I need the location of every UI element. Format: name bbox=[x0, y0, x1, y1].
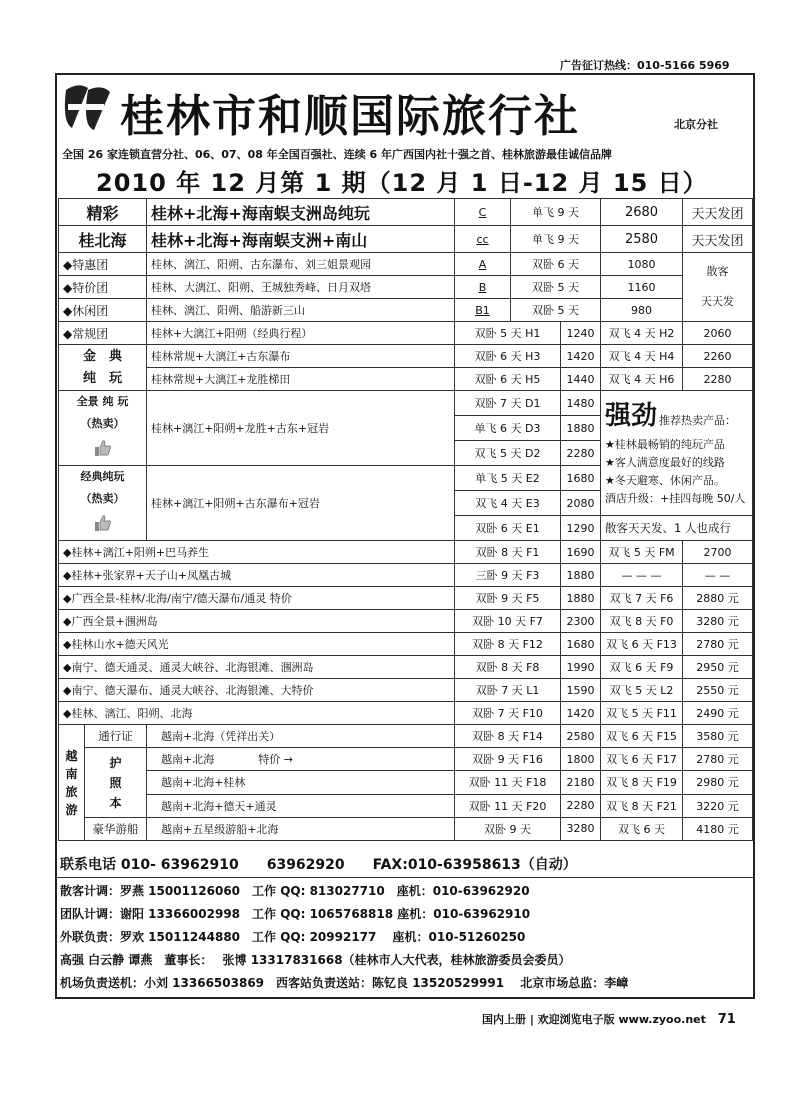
price-air: 2490 元 bbox=[683, 702, 753, 725]
quanjing-label bbox=[59, 391, 147, 466]
passport-char: 本 bbox=[109, 795, 122, 810]
vietnam-route: 越南+北海 特价 → bbox=[147, 748, 455, 771]
trip-rail: 双卧 7 天 F10 bbox=[455, 702, 561, 725]
trip-rail: 双卧 8 天 F1 bbox=[455, 541, 561, 564]
trip-rail: 双卧 9 天 F16 bbox=[455, 748, 561, 771]
trip-type: 单飞 9 天 bbox=[511, 199, 601, 226]
trip-type: 双卧 7 天 D1 bbox=[455, 391, 561, 416]
table-row bbox=[59, 610, 753, 633]
table-row bbox=[59, 725, 753, 748]
trip-air: 双飞 4 天 H4 bbox=[601, 345, 683, 368]
featured-label-1: 精彩 bbox=[59, 199, 147, 226]
price-rail: 1990 bbox=[561, 656, 601, 679]
quanjing-line-2: （热卖） bbox=[80, 417, 125, 430]
table-row bbox=[59, 679, 753, 702]
jindian-route: 桂林常规+大漓江+龙胜梯田 bbox=[147, 368, 455, 391]
route-code: B1 bbox=[455, 299, 511, 322]
featured-route: 桂林+北海+海南蜈支洲+南山 bbox=[147, 226, 455, 253]
header bbox=[58, 76, 752, 148]
vietnam-route: 越南+五星级游船+北海 bbox=[147, 817, 455, 840]
jingdian-label bbox=[59, 466, 147, 541]
promo-headline: 强劲 bbox=[605, 401, 658, 431]
price: 1290 bbox=[561, 516, 601, 541]
trip-rail: 双卧 9 天 bbox=[455, 817, 561, 840]
trip-rail: 双卧 11 天 F20 bbox=[455, 794, 561, 817]
table-row bbox=[59, 817, 753, 840]
price-rail: 1880 bbox=[561, 587, 601, 610]
route-code: A bbox=[455, 253, 511, 276]
trip-rail: 双卧 6 天 H3 bbox=[455, 345, 561, 368]
trip-rail: 双卧 5 天 H1 bbox=[455, 322, 561, 345]
price-table bbox=[58, 198, 753, 841]
special-route: 桂林、漓江、阳朔、古东瀑布、刘三姐景观园 bbox=[147, 253, 455, 276]
promo-item: ★桂林最畅销的纯玩产品 bbox=[605, 438, 725, 451]
price-air: 4180 元 bbox=[683, 817, 753, 840]
price: 1880 bbox=[561, 416, 601, 441]
trip-air: 双飞 4 天 H6 bbox=[601, 368, 683, 391]
promo-hotel: 酒店升级：+挂四每晚 50/人 bbox=[605, 492, 746, 505]
trip-rail: 双卧 8 天 F8 bbox=[455, 656, 561, 679]
price-rail: 1420 bbox=[561, 702, 601, 725]
sanke-daily bbox=[683, 253, 753, 322]
vietnam-route: 越南+北海（凭祥出关） bbox=[147, 725, 455, 748]
price-rail: 3280 bbox=[561, 817, 601, 840]
price: 1160 bbox=[601, 276, 683, 299]
table-row bbox=[59, 199, 753, 226]
trip-air: 双飞 8 天 F19 bbox=[601, 771, 683, 794]
footer bbox=[482, 1011, 736, 1027]
route-code: cc bbox=[455, 226, 511, 253]
table-row bbox=[59, 226, 753, 253]
trip-air: 双飞 6 天 F17 bbox=[601, 748, 683, 771]
vietnam-side-char: 旅 bbox=[65, 784, 78, 799]
trip-rail: 双卧 7 天 L1 bbox=[455, 679, 561, 702]
passport-label bbox=[85, 748, 146, 818]
vietnam-section bbox=[59, 725, 147, 841]
table-row bbox=[59, 299, 753, 322]
trip-rail: 双卧 9 天 F5 bbox=[455, 587, 561, 610]
trip-rail: 三卧 9 天 F3 bbox=[455, 564, 561, 587]
issue-title: 2010 年 12 月第 1 期（12 月 1 日-12 月 15 日） bbox=[96, 169, 708, 197]
trip-air: 双飞 5 天 FM bbox=[601, 541, 683, 564]
route-name: ◆广西全景+涠洲岛 bbox=[59, 610, 455, 633]
trip-air: 双飞 6 天 bbox=[601, 817, 683, 840]
tagline: 全国 26 家连锁直营分社、06、07、08 年全国百强社、连续 6 年广西国内社十强之首、桂林旅游最佳诚信品牌 bbox=[62, 148, 613, 161]
price-air: 2260 bbox=[683, 345, 753, 368]
jingdian-line-1: 经典纯玩 bbox=[80, 470, 125, 483]
trip-air: 双飞 8 天 F0 bbox=[601, 610, 683, 633]
price-air: 3280 元 bbox=[683, 610, 753, 633]
contact-phone: 联系电话 010- 63962910 63962920 FAX:010-63958613（自动） bbox=[60, 857, 577, 873]
trip-rail: 双卧 11 天 F18 bbox=[455, 771, 561, 794]
jindian-label bbox=[59, 345, 147, 391]
price-air: 2060 bbox=[683, 322, 753, 345]
table-row bbox=[59, 345, 753, 368]
trip-type: 单飞 9 天 bbox=[511, 226, 601, 253]
jingdian-line-2: （热卖） bbox=[80, 492, 125, 505]
table-row bbox=[59, 633, 753, 656]
price-rail: 2280 bbox=[561, 794, 601, 817]
jindian-line-2: 纯 玩 bbox=[82, 370, 122, 386]
price-air: 2780 元 bbox=[683, 748, 753, 771]
table-row bbox=[59, 541, 753, 564]
price-air: 2980 元 bbox=[683, 771, 753, 794]
featured-route: 桂林+北海+海南蜈支洲岛纯玩 bbox=[147, 199, 455, 226]
trip-air: 双飞 6 天 F13 bbox=[601, 633, 683, 656]
trip-air: 双飞 7 天 F6 bbox=[601, 587, 683, 610]
table-row bbox=[59, 322, 753, 345]
price-air: 2550 元 bbox=[683, 679, 753, 702]
jindian-route: 桂林常规+大漓江+古东瀑布 bbox=[147, 345, 455, 368]
promo-item: ★冬天避寒、休闲产品。 bbox=[605, 474, 725, 487]
price-rail: 1800 bbox=[561, 748, 601, 771]
price-rail: 1690 bbox=[561, 541, 601, 564]
passport-char: 照 bbox=[109, 775, 122, 790]
promo-box bbox=[601, 391, 753, 516]
contact-line: 外联负责：罗欢 15011244880 工作 QQ: 20992177 座机：010-51260250 bbox=[60, 930, 526, 944]
route-name: ◆桂林、漓江、阳朔、北海 bbox=[59, 702, 455, 725]
luxury-label: 豪华游船 bbox=[92, 822, 139, 836]
table-row bbox=[59, 391, 753, 416]
branch-name: 北京分社 bbox=[674, 118, 718, 131]
table-row bbox=[59, 794, 753, 817]
page-number: 71 bbox=[717, 1012, 736, 1027]
vietnam-side-char: 南 bbox=[65, 766, 78, 781]
jindian-line-1: 金 典 bbox=[82, 348, 122, 364]
price: 980 bbox=[601, 299, 683, 322]
trip-rail: 双卧 6 天 H5 bbox=[455, 368, 561, 391]
price-rail: 1590 bbox=[561, 679, 601, 702]
contact-line: 高强 白云静 谭燕 董事长： 张博 13317831668（桂林市人大代表，桂林旅游委员会委员） bbox=[60, 953, 571, 967]
price-air: 2700 bbox=[683, 541, 753, 564]
passport-char: 护 bbox=[109, 755, 122, 770]
price-rail: 2180 bbox=[561, 771, 601, 794]
route-code: B bbox=[455, 276, 511, 299]
trip-air: 双飞 5 天 F11 bbox=[601, 702, 683, 725]
trip-type: 双飞 4 天 E3 bbox=[455, 491, 561, 516]
contact-line: 散客计调：罗燕 15001126060 工作 QQ: 813027710 座机：010-63962920 bbox=[60, 884, 530, 898]
price-rail: 1880 bbox=[561, 564, 601, 587]
route-name: ◆桂林+漓江+阳朔+巴马养生 bbox=[59, 541, 455, 564]
table-row bbox=[59, 771, 753, 794]
table-row bbox=[59, 564, 753, 587]
promo-item: ★客人满意度最好的线路 bbox=[605, 456, 725, 469]
trip-air: 双飞 6 天 F9 bbox=[601, 656, 683, 679]
price-rail: 1680 bbox=[561, 633, 601, 656]
pass-label: 通行证 bbox=[85, 725, 146, 748]
price-rail: 1240 bbox=[561, 322, 601, 345]
trip-type: 单飞 5 天 E2 bbox=[455, 466, 561, 491]
price: 1080 bbox=[601, 253, 683, 276]
table-row bbox=[59, 276, 753, 299]
trip-rail: 双卧 8 天 F12 bbox=[455, 633, 561, 656]
contact-line: 团队计调：谢阳 13366002998 工作 QQ: 1065768818 座机：010-63962910 bbox=[60, 907, 531, 921]
route-name: ◆广西全景-桂林/北海/南宁/德天瀑布/通灵 特价 bbox=[59, 587, 455, 610]
price-air: 2780 元 bbox=[683, 633, 753, 656]
departure: 天天发团 bbox=[683, 199, 753, 226]
brand-name: 桂林市和顺国际旅行社 bbox=[120, 91, 580, 142]
trip-rail: 双卧 10 天 F7 bbox=[455, 610, 561, 633]
price-rail: 1420 bbox=[561, 345, 601, 368]
route-code: C bbox=[455, 199, 511, 226]
contact-line: 机场负责送机：小刘 13366503869 西客站负责送站：陈钇良 13520529991 北京市场总监：李嶂 bbox=[60, 976, 629, 990]
jingdian-route: 桂林+漓江+阳朔+古东瀑布+冠岩 bbox=[147, 466, 455, 541]
price-air: 2880 元 bbox=[683, 587, 753, 610]
trip-type: 双卧 6 天 E1 bbox=[455, 516, 561, 541]
vietnam-side-label bbox=[59, 725, 85, 840]
trip-air: 双飞 8 天 F21 bbox=[601, 794, 683, 817]
price: 1480 bbox=[561, 391, 601, 416]
trip-type: 单飞 6 天 D3 bbox=[455, 416, 561, 441]
thumbs-up-icon bbox=[94, 514, 112, 532]
contacts bbox=[60, 852, 750, 995]
regular-name: ◆常规团 bbox=[59, 322, 147, 345]
vietnam-route: 越南+北海+德天+通灵 bbox=[147, 794, 455, 817]
featured-label-2: 桂北海 bbox=[59, 226, 147, 253]
departure: 天天发团 bbox=[683, 226, 753, 253]
price: 2680 bbox=[601, 199, 683, 226]
price-air: 2950 元 bbox=[683, 656, 753, 679]
trip-rail: 双卧 8 天 F14 bbox=[455, 725, 561, 748]
ad-hotline: 广告征订热线：010-5166 5969 bbox=[560, 59, 730, 72]
price: 2580 bbox=[601, 226, 683, 253]
footer-text: 国内上册 | 欢迎浏览电子版 www.zyoo.net bbox=[482, 1013, 706, 1026]
route-name: ◆桂林+张家界+天子山+凤凰古城 bbox=[59, 564, 455, 587]
quanjing-route: 桂林+漓江+阳朔+龙胜+古东+冠岩 bbox=[147, 391, 455, 466]
promo-subhead: 推荐热卖产品： bbox=[659, 414, 737, 427]
special-route: 桂林、大漓江、阳朔、王城独秀峰、日月双塔 bbox=[147, 276, 455, 299]
special-name: ◆特惠团 bbox=[59, 253, 147, 276]
company-logo-icon bbox=[58, 82, 114, 134]
promo-any: 散客天天发、1 人也成行 bbox=[601, 516, 753, 541]
price-air: — — bbox=[683, 564, 753, 587]
vietnam-route: 越南+北海+桂林 bbox=[147, 771, 455, 794]
trip-type: 双卧 6 天 bbox=[511, 253, 601, 276]
price-rail: 2300 bbox=[561, 610, 601, 633]
table-row bbox=[59, 748, 753, 771]
table-row bbox=[59, 702, 753, 725]
price-air: 2280 bbox=[683, 368, 753, 391]
price-rail: 2580 bbox=[561, 725, 601, 748]
route-name: ◆桂林山水+德天风光 bbox=[59, 633, 455, 656]
regular-route: 桂林+大漓江+阳朔（经典行程） bbox=[147, 322, 455, 345]
sanke-line-1: 散客 bbox=[706, 265, 729, 278]
sanke-line-2: 天天发 bbox=[701, 295, 735, 308]
special-name: ◆特价团 bbox=[59, 276, 147, 299]
thumbs-up-icon bbox=[94, 439, 112, 457]
trip-air: — — — bbox=[601, 564, 683, 587]
price-air: 3220 元 bbox=[683, 794, 753, 817]
table-row bbox=[59, 253, 753, 276]
trip-air: 双飞 4 天 H2 bbox=[601, 322, 683, 345]
quanjing-line-1: 全景 纯 玩 bbox=[76, 395, 129, 408]
table-row bbox=[59, 587, 753, 610]
vietnam-side-char: 游 bbox=[65, 802, 78, 817]
trip-type: 双卧 5 天 bbox=[511, 276, 601, 299]
price: 2280 bbox=[561, 441, 601, 466]
price: 2080 bbox=[561, 491, 601, 516]
price-rail: 1440 bbox=[561, 368, 601, 391]
price-air: 3580 元 bbox=[683, 725, 753, 748]
table-row bbox=[59, 656, 753, 679]
vietnam-side-char: 越 bbox=[65, 748, 78, 763]
route-name: ◆南宁、德天通灵、通灵大峡谷、北海银滩、涠洲岛 bbox=[59, 656, 455, 679]
trip-air: 双飞 5 天 L2 bbox=[601, 679, 683, 702]
trip-type: 双卧 5 天 bbox=[511, 299, 601, 322]
trip-type: 双飞 5 天 D2 bbox=[455, 441, 561, 466]
trip-air: 双飞 6 天 F15 bbox=[601, 725, 683, 748]
special-name: ◆休闲团 bbox=[59, 299, 147, 322]
route-name: ◆南宁、德天瀑布、通灵大峡谷、北海银滩、大特价 bbox=[59, 679, 455, 702]
special-route: 桂林、漓江、阳朔、船游新三山 bbox=[147, 299, 455, 322]
table-row bbox=[59, 368, 753, 391]
price: 1680 bbox=[561, 466, 601, 491]
